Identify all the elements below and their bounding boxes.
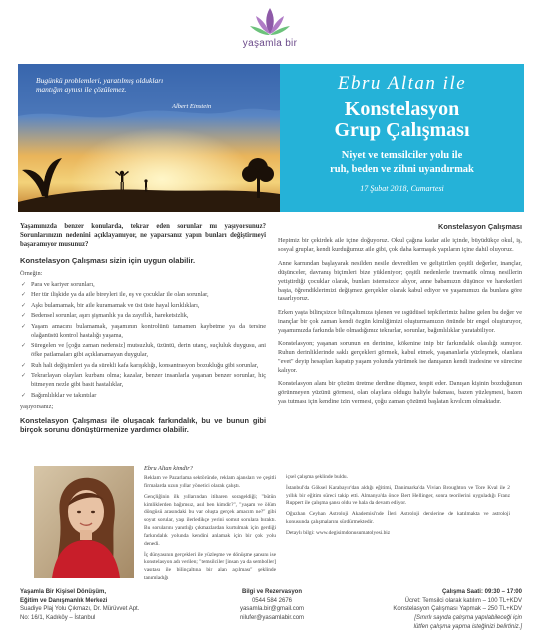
event-date: 17 Şubat 2018, Cumartesi [360, 184, 444, 194]
event-title-line-1: Konstelasyon [344, 98, 460, 120]
price-participant: Ücret: Temsilci olarak katılım – 100 TL+KDV [404, 597, 522, 604]
living-text: yaşıyorsanız; [20, 402, 54, 410]
example-label: Örneğin: [20, 270, 43, 278]
paragraph: Erken yaşta bilinçsizce bilinçaltımıza işlenen ve ısgüdüsel tepkilerimiz haline gelen bu değer ve inançlar bir çok zaman kendi özgün kimliğimizi oluşturmamızın önünde bir engel oluşturuyor, yaşamımızda farkında bile olmadığımız tekrarlar, sorunlar, bağımlılıklar yaratabiliyor. [278, 308, 522, 334]
paragraph: Hepimiz bir çekirdek aile içine doğuyoruz. Okul çağına kadar aile içinde, büyüdükçe okul, iş, sosyal gruplar, kendi kurduğumuz aile gibi, çok daha karmaşık yapıların içine dahil oluyoruz. [278, 237, 522, 254]
quote-author: Albert Einstein [172, 103, 212, 110]
brand-name: yaşamla bir [242, 38, 298, 49]
facilitator-name: Ebru Altan ile [337, 73, 467, 94]
paragraph: Konstelasyon alanı bir çözüm üretme derdine düşmez, tespit eder. Danışan kişinin bozduğunun görünmeyen yüzünü görmesi, olan olaylara oldugu haliyle bakması, bazen yüzleşmesi, bazen yas tutması için kendine izin vermesi, çoğu zaman çözümü başlatan kıvılcım olmaktadır. [278, 380, 522, 406]
bio-paragraph: Gençliğinin ilk yıllarından itibaren sorageldiği; "bütün kimliklerden bağımsız, asıl ben kimdir?", "yaşam ve ölüm döngüsü arasındaki bu var oluşta gerçek amacım ne?" gibi soyut sorular, yaşı ilerledikçe yerini somut sorulara bıraktı. Bu sorularını yanıtlığı çıkmazlardan kurtulmak için gerdiği farkındalık yolunda kendini anlamak için bir çok yolu denedi. [144, 493, 276, 547]
list-item: ✓ Ruh hali değişimleri ya da sürekli kafa karışıklığı, konsantrasyon bozukluğu gibi sorunlar, [20, 362, 266, 371]
paragraph: Konstelasyon; yaşanan sorunun en derinine, kökenine inip bir farkındalık olasılığı sunuyor. Ruhun derinliklerinde saklı gerçekleri görmek, kabul etmek, yaşananlarla yüzleşmek, olanlara "evet" deyip hesapları kapatıp yaşam yolunda yürümek ise danışanın kendi iradesine ve sürecine kalıyor. [278, 340, 522, 375]
problem-list [20, 281, 266, 401]
hero-panel [280, 64, 524, 212]
note-line-1: [Sınırlı sayıda çalışma yapılabileceği için [414, 615, 522, 622]
address-line-1: Suadiye Plaj Yolu Çıkmazı, Dr. Mürüvvet Apt. [20, 606, 140, 613]
bio-paragraph: İstanbul'da Göksel Karabayır'dan aldığı eğitimi, Danimarka'da Vivian Broughton ve Tore Kval ile 2 yıllık bir eğitim süreci takip etti. Almanya'da önce Bert Hellinger, sonra teorilerini uyguladığı Franz Ruppert ile çalışma şansı oldu ve hala da devam ediyor. [286, 484, 510, 507]
right-heading: Konstelasyon Çalışması [438, 222, 522, 231]
list-item: ✓ Para ve kariyer sorunları, [20, 281, 266, 290]
footer-pricing [350, 588, 522, 631]
quote-line-1: Bugünkü problemleri, yaratılmış oldukları [36, 76, 164, 85]
list-item: ✓ Bağımlılıklar ve takıntılar [20, 392, 266, 401]
event-title [280, 99, 524, 141]
org-name-line-1: Yaşamla Bir Kişisel Dönüşüm, [20, 589, 107, 595]
price-constellation: Konstelasyon Çalışması Yapmak – 250 TL+KDV [393, 606, 522, 613]
right-column [278, 222, 522, 412]
footer-contact [212, 588, 332, 623]
bio-section [144, 464, 276, 586]
closing-statement: Konstelasyon Çalışması ile oluşacak farkındalık, bu ve bunun gibi birçok sorunu dönüştürmenize yardımcı olabilir. [20, 415, 266, 435]
org-name-line-2: Eğitim ve Danışmanlık Merkezi [20, 597, 108, 604]
email-link[interactable]: yasamla.bir@gmail.com [239, 606, 305, 613]
left-column [20, 222, 266, 435]
event-title-line-2: Grup Çalışması [334, 119, 470, 141]
facilitator-portrait [34, 466, 134, 578]
quote-line-2: mantığın aynısı ile çözülemez. [36, 85, 127, 95]
paragraph: Anne karnından başlayarak nesilden nesile devredilen ve geliştirilen çeşitli değerler, inançlar, düşünceler, davranış biçimleri bize yükleniyor; çeşitli nedenlerle travmatik olmuş nesillerin yetiştirdiği çocuklar olarak, bunları istemsizce alıyor, anne babamızın düşünce ve hareketleri başta, öğrendiklerimizi değişmez gerçekler olarak kabul ediyor ve yaşamımızı da bunlara göre tasarlıyoruz. [278, 259, 522, 303]
address-line-2: No: 16/1, Kadıköy – İstanbul [20, 615, 96, 622]
list-item: ✓ Süregelen ve [çoğu zaman nedensiz] mutsuzluk, üzüntü, derin utanç, suçluluk duygusu, ani öfke patlamaları gibi açıklanamayan duygular, [20, 342, 266, 360]
brand-logo [0, 4, 540, 60]
left-heading: Konstelasyon Çalışması sizin için uygun olabilir. [20, 255, 196, 265]
working-hours: Çalışma Saati: 09:30 – 17:00 [441, 589, 522, 595]
bio-continued [286, 474, 510, 541]
bio-paragraph: İç dünyasının gerçekleri ile yüzleşme ve dönüşme şansını ise konstelasyon adı verilen; "temsilciler [insan ya da semboller] vasıtası ile bilinçaltına bir alan açılması" şeklinde tanımladığı [144, 551, 276, 582]
list-item: ✓ Yaşam amacını bulamamak, yaşamının kontrolünü tamamen kaybetme ya da tersine olağanüstü kontrol hastalığı yaşama, [20, 323, 266, 341]
phone-number[interactable]: 0544 584 2676 [251, 597, 293, 604]
website-link[interactable]: Detaylı bilgi: www.degisimdonusumatolyesi.biz [286, 529, 391, 536]
event-subtitle-line-2: ruh, beden ve zihni uyandırmak [330, 163, 474, 175]
list-item: ✓ Bedensel sorunlar, aşırı şişmanlık ya da zayıflık, hareketsizlik, [20, 312, 266, 321]
list-item: ✓ Her tür ilişkide ya da aile bireyleri ile, eş ve çocuklar ile olan sorunlar, [20, 291, 266, 300]
event-subtitle-line-1: Niyet ve temsilciler yolu ile [341, 150, 463, 161]
event-subtitle [280, 149, 524, 176]
email-link[interactable]: nilufer@yasamlabir.com [239, 615, 305, 622]
intro-question: Yaşamınızda benzer konularda, tekrar eden sorunlar mı yaşıyorsunuz? Sorunlarınızın nedenini açıklayamıyor, ne yaparsanız yapın bunları değiştirmeyi başaramıyor musunuz? [20, 223, 266, 249]
bio-paragraph: Reklam ve Pazarlama sektöründe, reklam ajansları ve çeşitli firmalarda uzun yıllar yönetici olarak çalıştı. [144, 475, 276, 489]
lotus-logo-icon [248, 4, 292, 40]
bio-paragraph: Oğuzhan Ceyhan Astroloji Akademisi'nde İleri Astroloji derslerine de katılmakta ve astroloji konusunda çalışmalarını sürdürmektedir. [286, 511, 510, 526]
bio-title: Ebru Altan kimdir? [144, 465, 193, 472]
note-line-2: lütfen çalışma yapma isteğinizi belirtiniz.] [413, 623, 522, 630]
bio-paragraph: içsel çalışma şeklinde buldu. [286, 474, 348, 480]
list-item: ✓ Tekrarlayan olayları kurbanı olma; kazalar, benzer insanlarla yaşanan benzer sorunlar, hiç bitmeyen nezle gibi basit hastalıklar, [20, 372, 266, 390]
hero-quote [36, 76, 246, 95]
footer-organization [20, 588, 200, 623]
contact-title: Bilgi ve Rezervasyon [241, 589, 303, 595]
list-item: ✓ Aşkı bulamamak, bir aile kuramamak ve üst üste hayal kırıklıkları, [20, 302, 266, 311]
